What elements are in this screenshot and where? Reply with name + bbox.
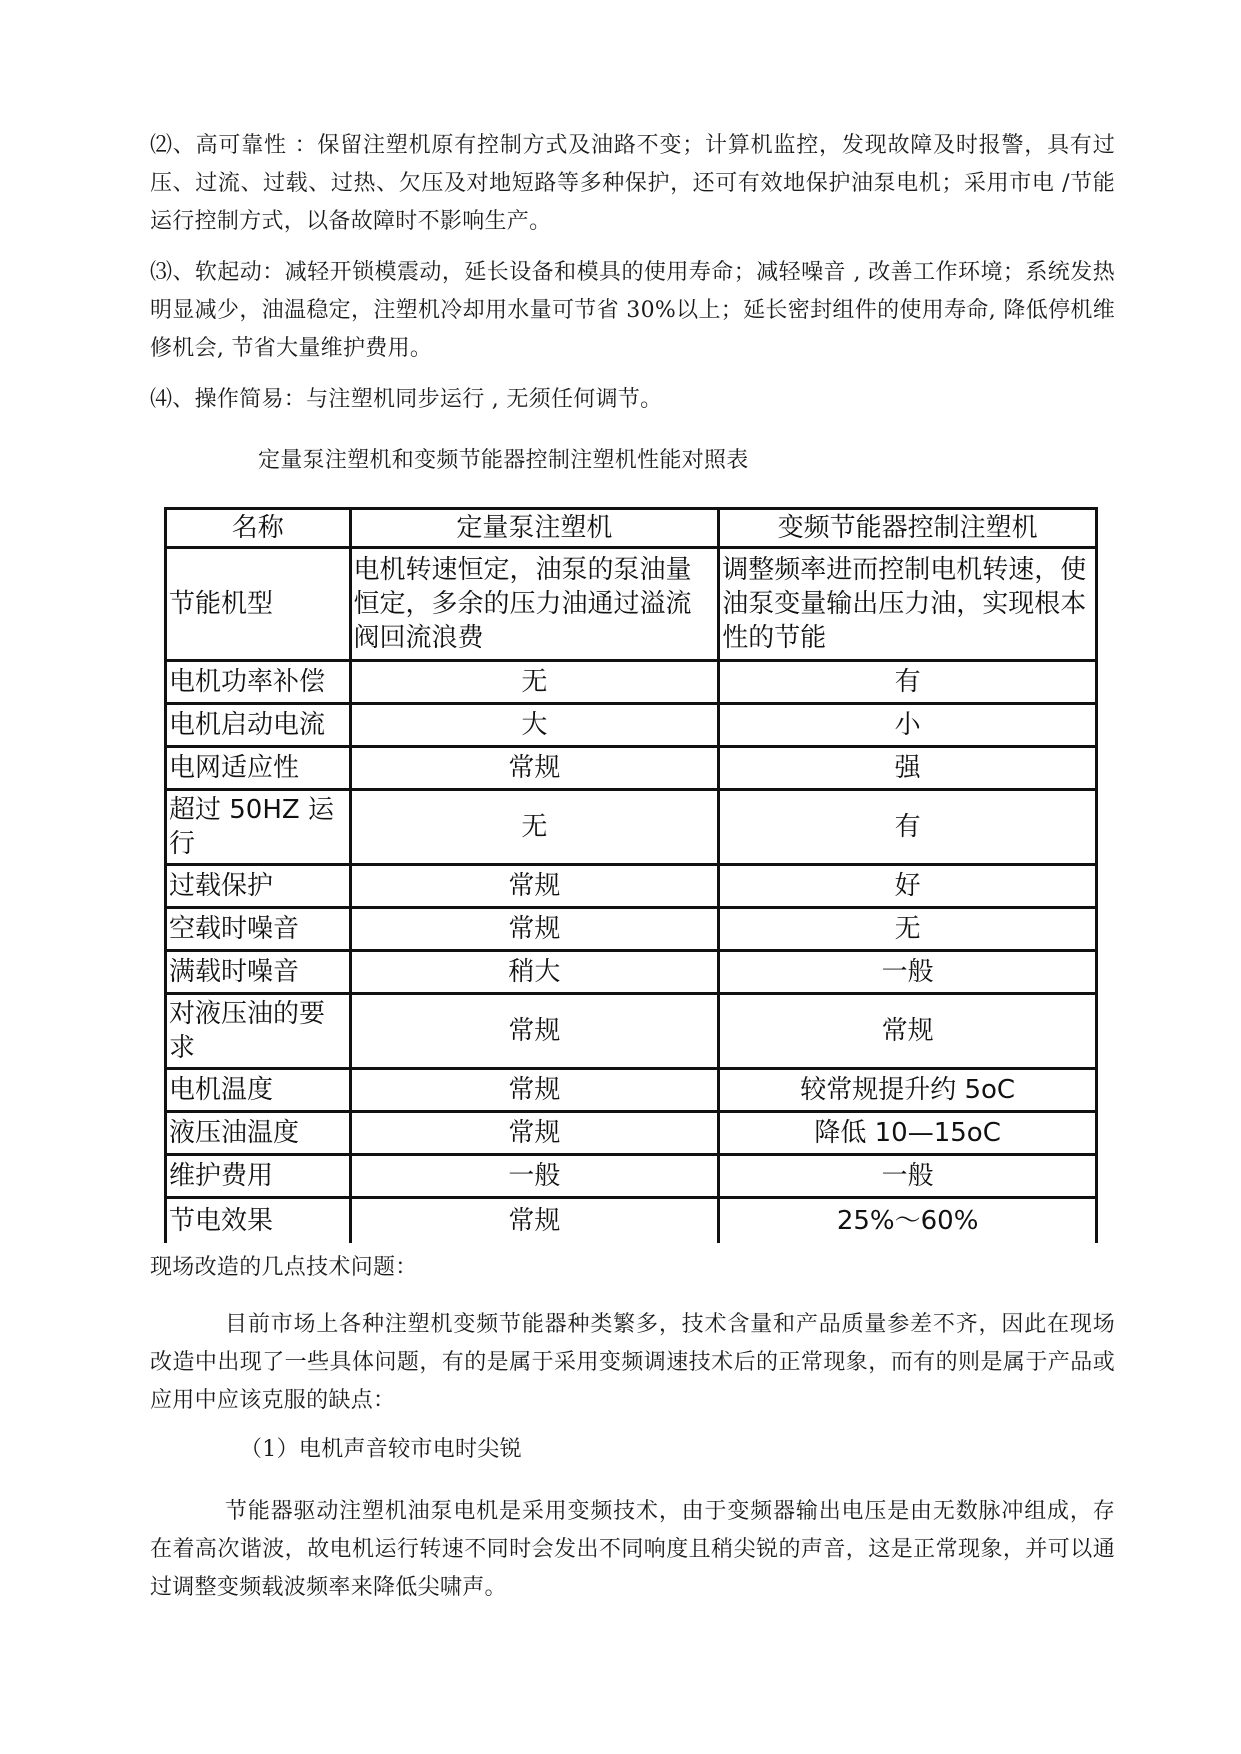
row-vfd-value: 无	[719, 908, 1097, 951]
table-header-row	[166, 509, 1097, 548]
row-fixed-value: 大	[350, 704, 719, 747]
row-vfd-value: 一般	[719, 951, 1097, 994]
row-name: 电机功率补偿	[166, 661, 351, 704]
row-name: 电机温度	[166, 1069, 351, 1112]
row-vfd-value: 25%～60%	[719, 1198, 1097, 1244]
row-name: 空载时噪音	[166, 908, 351, 951]
section-heading: 现场改造的几点技术问题：	[150, 1255, 418, 1280]
table-row	[166, 1155, 1097, 1198]
row-vfd-value: 好	[719, 865, 1097, 908]
row-fixed-value: 电机转速恒定，油泵的泵油量恒定，多余的压力油通过溢流阀回流浪费	[350, 548, 719, 661]
table-row	[166, 951, 1097, 994]
row-vfd-value: 一般	[719, 1155, 1097, 1198]
table-row	[166, 790, 1097, 865]
table-row	[166, 865, 1097, 908]
row-fixed-value: 无	[350, 790, 719, 865]
row-vfd-value: 降低 10—15oC	[719, 1112, 1097, 1155]
paragraph-high-reliability: ⑵、高可靠性 ：保留注塑机原有控制方式及油路不变；计算机监控，发现故障及时报警，具有过压、过流、过载、过热、欠压及对地短路等多种保护，还可有效地保护油泵电机；采用市电 /节能运行控制方式，以备故障时不影响生产。	[150, 133, 1115, 234]
row-fixed-value: 常规	[350, 747, 719, 790]
table-row	[166, 1112, 1097, 1155]
row-fixed-value: 常规	[350, 994, 719, 1069]
table-row	[166, 747, 1097, 790]
table-row	[166, 1069, 1097, 1112]
row-vfd-value: 较常规提升约 5oC	[719, 1069, 1097, 1112]
row-vfd-value: 调整频率进而控制电机转速，使油泵变量输出压力油，实现根本性的节能	[719, 548, 1097, 661]
paragraph-easy-operation: ⑷、操作简易：与注塑机同步运行 , 无须任何调节。	[150, 387, 663, 412]
row-fixed-value: 常规	[350, 865, 719, 908]
subsection-title: （1）电机声音较市电时尖锐	[240, 1437, 522, 1462]
row-fixed-value: 常规	[350, 1069, 719, 1112]
row-name: 节电效果	[166, 1198, 351, 1244]
row-fixed-value: 一般	[350, 1155, 719, 1198]
row-name: 满载时噪音	[166, 951, 351, 994]
row-name: 节能机型	[166, 548, 351, 661]
row-vfd-value: 常规	[719, 994, 1097, 1069]
row-name: 超过 50HZ 运行	[166, 790, 351, 865]
comparison-table	[164, 507, 1098, 1243]
row-fixed-value: 常规	[350, 1112, 719, 1155]
row-vfd-value: 有	[719, 790, 1097, 865]
table-row	[166, 661, 1097, 704]
paragraph-soft-start: ⑶、软起动：减轻开锁模震动，延长设备和模具的使用寿命；减轻噪音 , 改善工作环境；系统发热明显减少，油温稳定，注塑机冷却用水量可节省 30%以上；延长密封组件的使用寿命, 降低停机维修机会, 节省大量维护费用。	[150, 260, 1115, 361]
row-name: 液压油温度	[166, 1112, 351, 1155]
row-name: 过载保护	[166, 865, 351, 908]
row-name: 对液压油的要求	[166, 994, 351, 1069]
row-vfd-value: 强	[719, 747, 1097, 790]
header-fixed-pump: 定量泵注塑机	[350, 509, 719, 548]
table-row	[166, 908, 1097, 951]
row-name: 电网适应性	[166, 747, 351, 790]
row-fixed-value: 无	[350, 661, 719, 704]
row-fixed-value: 常规	[350, 1198, 719, 1244]
row-name: 电机启动电流	[166, 704, 351, 747]
table-row	[166, 994, 1097, 1069]
table-row	[166, 548, 1097, 661]
header-name: 名称	[166, 509, 351, 548]
paragraph-motor-noise: 节能器驱动注塑机油泵电机是采用变频技术，由于变频器输出电压是由无数脉冲组成，存在着高次谐波，故电机运行转速不同时会发出不同响度且稍尖锐的声音，这是正常现象，并可以通过调整变频载波频率来降低尖啸声。	[150, 1499, 1115, 1600]
row-fixed-value: 稍大	[350, 951, 719, 994]
row-name: 维护费用	[166, 1155, 351, 1198]
row-vfd-value: 小	[719, 704, 1097, 747]
table-row	[166, 1198, 1097, 1244]
table-caption: 定量泵注塑机和变频节能器控制注塑机性能对照表	[258, 448, 749, 473]
row-fixed-value: 常规	[350, 908, 719, 951]
row-vfd-value: 有	[719, 661, 1097, 704]
table-row	[166, 704, 1097, 747]
paragraph-intro: 目前市场上各种注塑机变频节能器种类繁多，技术含量和产品质量参差不齐，因此在现场改造中出现了一些具体问题，有的是属于采用变频调速技术后的正常现象，而有的则是属于产品或应用中应该克服的缺点：	[150, 1312, 1115, 1413]
header-vfd: 变频节能器控制注塑机	[719, 509, 1097, 548]
